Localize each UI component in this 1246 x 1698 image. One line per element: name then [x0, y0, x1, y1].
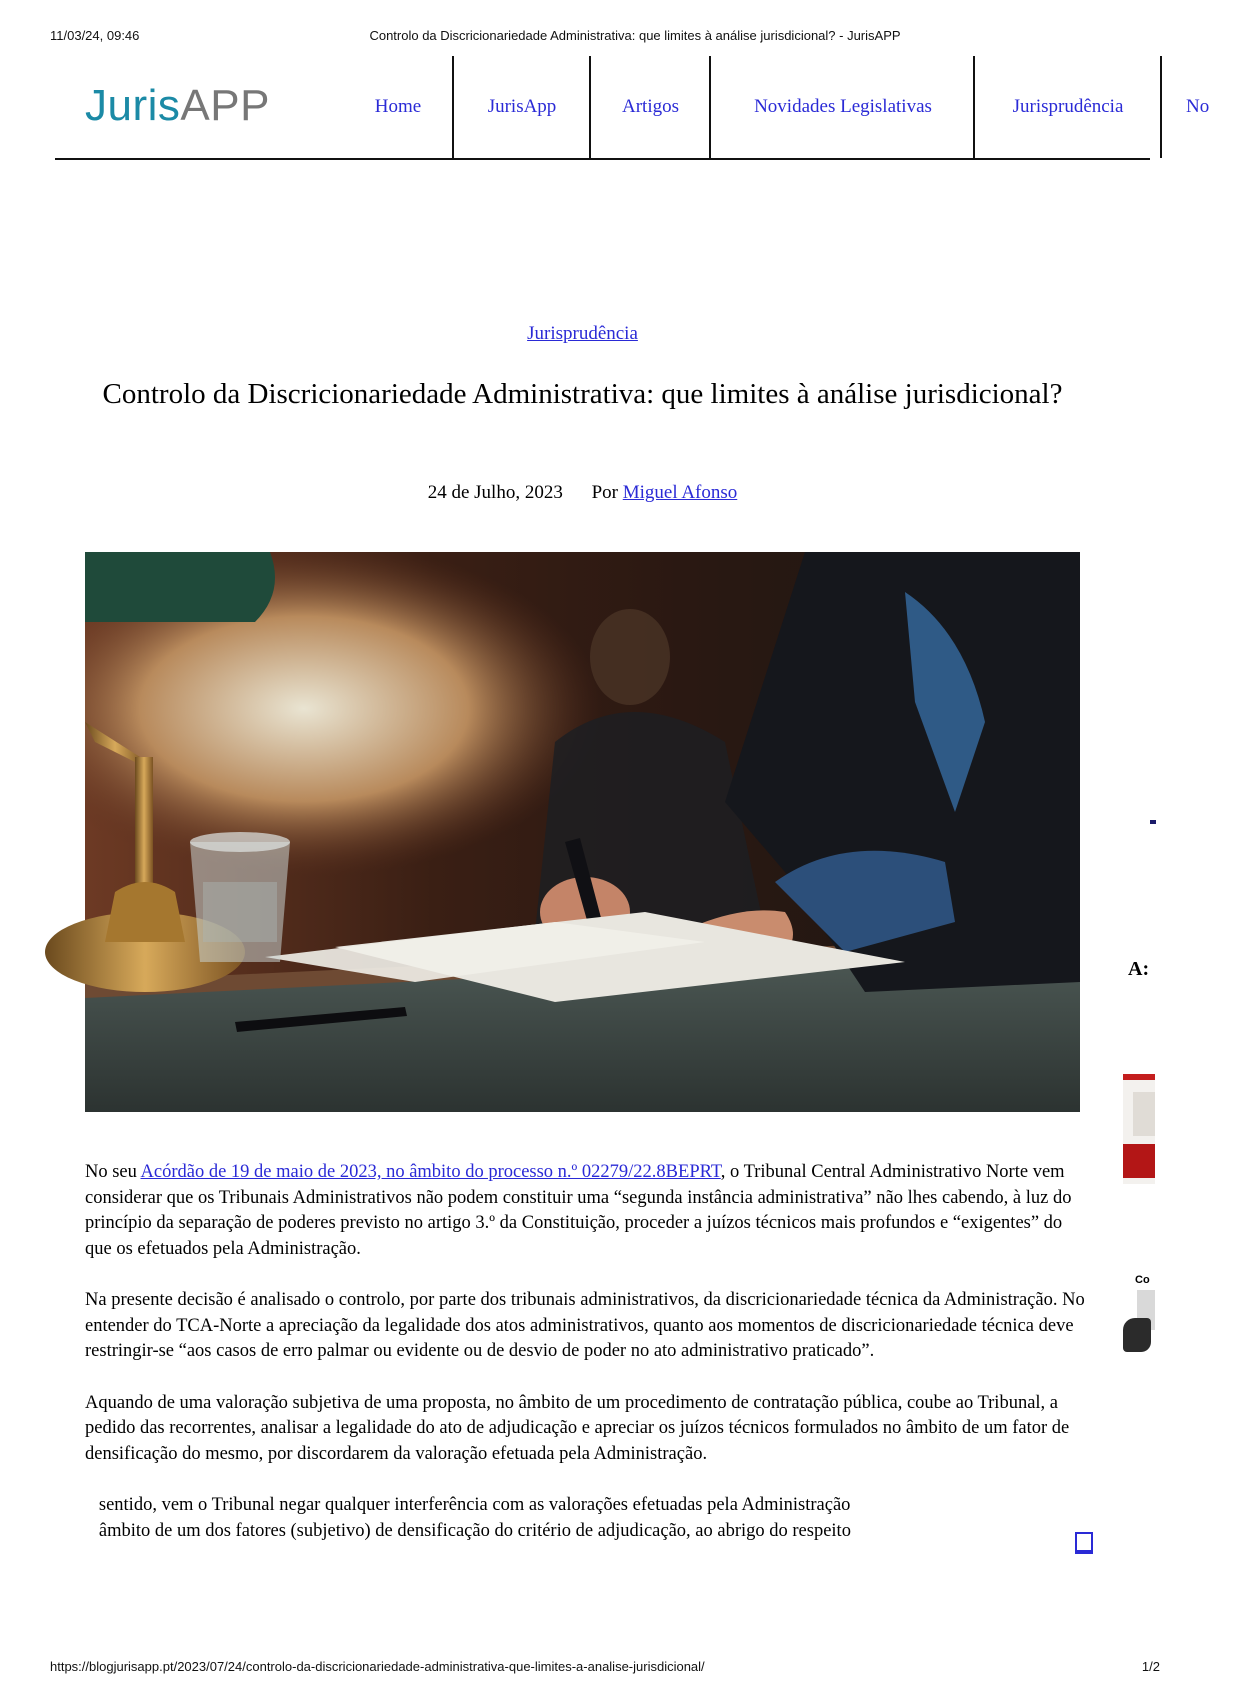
sidebar-fragment-thumbnail[interactable] — [1123, 1074, 1155, 1184]
print-url: https://blogjurisapp.pt/2023/07/24/controlo-da-discricionariedade-administrativa-que-limites-a-analise-jurisdicional/ — [50, 1659, 705, 1674]
article-meta — [0, 482, 1165, 504]
paragraph: No seu Acórdão de 19 de maio de 2023, no âmbito do processo n.º 02279/22.8BEPRT, o Tribunal Central Administrativo Norte vem considerar que os Tribunais Administrativos não podem constituir uma “segunda instância administrativa” não lhes cabendo, à luz do princípio da separação de poderes previsto no artigo 3.º da Constituição, proceder a juízos técnicos mais profundos e “exigentes” do que os efetuados pela Administração. — [85, 1162, 1072, 1259]
jurisapp-logo[interactable]: JurisAPP — [85, 81, 270, 130]
article-hero-image — [85, 552, 1080, 1112]
nav-jurisapp[interactable]: JurisApp — [487, 96, 557, 117]
sidebar-fragment-image[interactable]: Co — [1123, 1274, 1155, 1374]
sidebar-fragment-dot — [1150, 820, 1156, 824]
print-doc-title: Controlo da Discricionariedade Administrativa: que limites à análise jurisdicional? - JurisAPP — [369, 28, 901, 43]
article-body — [85, 1160, 1085, 1570]
nav-artigos[interactable]: Artigos — [622, 96, 679, 117]
main-nav — [55, 56, 1210, 158]
print-datetime: 11/03/24, 09:46 — [50, 28, 140, 43]
sidebar-fragment-heading: A: — [1128, 958, 1150, 980]
scroll-to-top-icon[interactable] — [1075, 1532, 1093, 1554]
byline-label: Por — [591, 482, 618, 503]
paragraph: Na presente decisão é analisado o controlo, por parte dos tribunais administrativos, da discricionariedade técnica da Administração. No entender do TCA-Norte a apreciação da legalidade dos atos administrativos, quanto aos momentos de discricionariedade técnica deve restringir-se “aos casos de erro palmar ou evidente ou de desvio de poder no ato administrativo praticado”. — [85, 1290, 1085, 1361]
article-date: 24 de Julho, 2023 — [427, 482, 563, 503]
acordao-link[interactable]: Acórdão de 19 de maio de 2023, no âmbito do processo n.º 02279/22.8BEPRT — [140, 1162, 721, 1182]
nav-jurisprudencia[interactable]: Jurisprudência — [1012, 96, 1124, 117]
paragraph: Aquando de uma valoração subjetiva de uma proposta, no âmbito de um procedimento de contratação pública, coube ao Tribunal, a pedido das recorrentes, analisar a legalidade do ato de adjudicação e apreciar os juízos técnicos formulados no âmbito de um fator de densificação do mesmo, por discordarem da valoração efetuada pela Administração. — [85, 1392, 1070, 1464]
site-header — [55, 56, 1210, 160]
print-page-number: 1/2 — [1141, 1659, 1160, 1674]
nav-novidades-legislativas[interactable]: Novidades Legislativas — [754, 96, 932, 117]
article-title: Controlo da Discricionariedade Administrativa: que limites à análise jurisdicional? — [102, 378, 1063, 410]
paragraph-partial: sentido, vem o Tribunal negar qualquer interferência com as valorações efetuadas pela Administração âmbito de um dos fatores (subjetivo) de densificação do critério de adjudicação, ao abrigo do respeito — [85, 1495, 851, 1541]
article-category-link[interactable]: Jurisprudência — [527, 323, 638, 344]
author-link[interactable]: Miguel Afonso — [622, 482, 738, 503]
nav-home[interactable]: Home — [374, 96, 422, 117]
nav-more-truncated[interactable]: No — [1186, 96, 1210, 117]
